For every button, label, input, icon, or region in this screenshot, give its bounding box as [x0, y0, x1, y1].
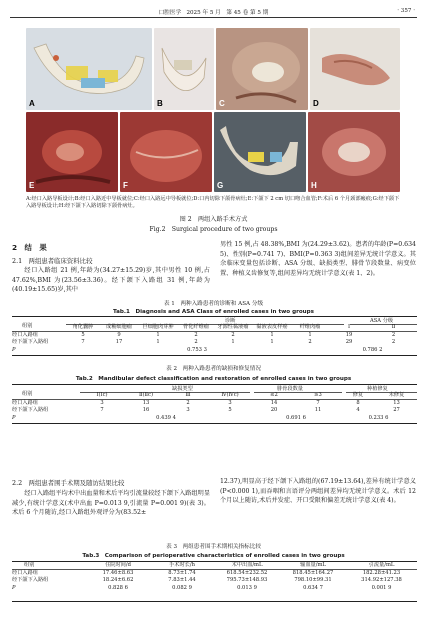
table1-col-header: Ⅰ	[347, 324, 351, 330]
table-cell: 0.634 7	[303, 584, 323, 591]
table3-header-row	[12, 562, 417, 570]
table-cell: 1	[156, 339, 160, 346]
table1-title-cn: 表 1 两种入路患者的诊断和 ASA 分级	[163, 301, 264, 307]
table-cell: 818.45±164.27	[292, 570, 334, 577]
table-cell: 3	[100, 400, 104, 407]
table-row	[12, 400, 417, 408]
running-header	[0, 8, 427, 16]
table1-col-header: 角化囊肿	[72, 324, 94, 330]
panel-label-e: E	[29, 181, 35, 190]
table-cell: 29	[345, 339, 353, 346]
issue-info: 2025 年 5 月 第 45 卷 第 5 期	[186, 10, 269, 16]
table-1	[12, 324, 417, 354]
table-row	[12, 585, 417, 592]
table-row	[12, 570, 417, 578]
table-row	[12, 415, 417, 422]
row-label: 经下颌下入路组	[12, 339, 49, 346]
table-cell: 0.233 6	[368, 414, 389, 421]
figure-title-cn: 图 2 两组入路手术方式	[179, 216, 248, 223]
figure-panel-h	[308, 112, 400, 192]
table-cell: 1	[270, 339, 274, 346]
table-cell: 7	[316, 400, 320, 407]
row-label: 经口入路组	[12, 400, 38, 407]
table-cell: 18.24±6.62	[102, 577, 134, 584]
table2-col-header: ≥3	[314, 392, 322, 398]
table2-implant-header: 种植修复	[367, 386, 388, 392]
figure-legend: A:经口入路导板设计;B:经口入路近中导板就位;C:经口入路远中导板就位;D:口内切除下颌骨病灶;E:下颌下 2 cm 切口吻合血管;F:术后 6 个月颈部瘢痕;G:经下颌下入路导板设计;H:经下颌下入路切除下颌骨病灶。	[26, 196, 400, 210]
table-cell: 0.082 9	[172, 584, 192, 591]
table-cell: 0.828 6	[108, 584, 128, 591]
figure-panel-g	[214, 112, 306, 192]
table1-bottom-rule	[12, 355, 417, 356]
table-cell: 20	[270, 407, 278, 414]
table2-col-header: 修复	[352, 392, 364, 398]
table2-col-header: Ⅲ	[185, 392, 191, 398]
table1-title-en: Tab.1 Diagnosis and ASA Class of enrolled cases in two groups	[113, 309, 314, 315]
figure-panel-f	[120, 112, 212, 192]
table1-col-header: 纤维肉瘤	[299, 324, 321, 330]
neck-scar-icon	[120, 112, 212, 192]
table2-fibula-header: 腓骨段数量	[277, 386, 303, 392]
row-label: 经下颌下入路组	[12, 577, 49, 584]
table2-bottom-rule	[12, 423, 417, 424]
submandibular-resection-icon	[308, 112, 400, 192]
table-cell: 0.691 6	[286, 414, 306, 421]
figure-panel-c	[216, 28, 308, 110]
journal-name: 口腔医学	[158, 10, 182, 16]
row-label: 经口入路组	[12, 570, 38, 577]
table3-col-header: 术中出血/mL	[231, 562, 263, 568]
table-cell: 11	[314, 407, 322, 414]
table-cell: 7	[81, 339, 85, 346]
table-cell: 2	[231, 332, 235, 339]
table1-col-header: 巨细胞肉芽肿	[142, 324, 174, 330]
table-cell: 795.73±148.93	[226, 577, 268, 584]
table-cell: 2	[391, 339, 396, 346]
mandible-guide-3d-icon	[26, 28, 152, 110]
table-cell: 3	[186, 407, 190, 414]
table-cell: 2	[194, 332, 198, 339]
row-label: P	[12, 414, 16, 421]
panel-label-g: G	[217, 181, 224, 190]
table3-col-header: 引流量/mL	[368, 562, 395, 568]
table-cell: 27	[393, 407, 400, 414]
table2-title-en: Tab.2 Mandibular defect classification and restoration of enrolled cases in two groups	[75, 376, 352, 382]
header-rule	[10, 17, 417, 18]
table-row	[12, 347, 417, 354]
table-cell: 618.54±232.52	[226, 570, 268, 577]
table-cell: 9	[117, 332, 121, 339]
table1-col-header: 黏液表皮样癌	[256, 324, 288, 330]
table3-col-header: 手术时长/h	[169, 562, 195, 568]
subsection-2-2: 2.2 两组患者围手术期及随访结果比较	[12, 479, 125, 487]
panel-label-d: D	[313, 99, 319, 108]
table-2	[12, 392, 417, 422]
table-cell: 19	[345, 332, 353, 339]
table1-diagnosis-header: 诊断	[225, 318, 236, 324]
table3-col-header: 输血量/mL	[300, 562, 326, 568]
panel-label-b: B	[157, 99, 163, 108]
table-cell: 13	[393, 400, 400, 407]
table2-column-header-row	[12, 392, 417, 400]
submandibular-guide-3d-icon	[214, 112, 306, 192]
table-cell: 1	[270, 332, 274, 339]
table1-col-header: 成釉细胞瘤	[106, 324, 132, 330]
table-cell: 3	[228, 400, 232, 407]
table3-col-header: 住院时间/d	[105, 562, 131, 568]
panel-label-f: F	[123, 181, 128, 190]
table-cell: 0.753 3	[187, 346, 207, 353]
row-label: 经口入路组	[12, 332, 38, 339]
section22-paragraph-right: 12.37),明显高于经下颌下入路组的(67.19±13.64),差异有统计学意义(P<0.000 1),而吞咽和言语评分两组间差异均无统计学意义。术后 12 个月以上随访,术后并发症、开口受限和偏差无统计学意义(表 4)。	[220, 478, 416, 505]
table1-top-rule	[12, 316, 417, 317]
table2-col-header: ≤2	[270, 392, 278, 398]
table2-col-header: 未修复	[388, 392, 405, 398]
table2-group-header: 组别	[22, 391, 33, 397]
table-cell: 0.786 2	[362, 346, 383, 353]
table3-title-en: Tab.3 Comparison of perioperative characteristics of enrolled cases in two groups	[82, 553, 345, 559]
table1-group-header: 组别	[22, 323, 33, 329]
table-cell: 7.83±1.44	[168, 577, 196, 584]
row-label: P	[12, 584, 16, 591]
table-row	[12, 332, 417, 340]
figure-title-en: Fig.2 Surgical procedure of two groups	[149, 226, 278, 233]
table1-asa-header: ASA 分级	[370, 318, 394, 324]
table-3	[12, 562, 417, 592]
results-paragraph-left: 经口入路组 21 例,年龄为(34.27±15.29)岁,其中男性 10 例,占 47.62%,BMI 为(23.56±3.36)。经下颌下入路组 31 例,年龄为(40.19±15.65)岁,其中	[12, 267, 210, 294]
row-label: P	[12, 346, 16, 353]
table2-top-rule	[12, 384, 417, 385]
figure-panel-b	[154, 28, 214, 110]
vessel-anastomosis-icon	[26, 112, 118, 192]
table-cell: 0.439 4	[156, 414, 176, 421]
table-row	[12, 339, 417, 346]
table1-col-header: Ⅱ	[391, 324, 396, 330]
page-number: · 357 ·	[397, 8, 415, 14]
subsection-2-1: 2.1 两组患者临床资料比较	[12, 257, 93, 265]
table2-title-cn: 表 2 两种入路患者的缺损和修复情况	[166, 366, 261, 372]
table1-col-header: 骨化纤维瘤	[183, 324, 209, 330]
figure-panel-e	[26, 112, 118, 192]
panel-label-h: H	[311, 181, 317, 190]
table2-col-header: Ⅱ(Ⅱc)	[138, 392, 153, 398]
table-cell: 8	[356, 400, 360, 407]
table-cell: 314.92±127.38	[361, 577, 402, 584]
guide-model-icon	[154, 28, 214, 110]
table-cell: 1	[308, 332, 312, 339]
panel-label-a: A	[29, 99, 35, 108]
table2-defect-header: 缺损类型	[172, 386, 193, 392]
intraoral-guide-photo-icon	[216, 28, 308, 110]
table2-col-header: Ⅳ(Ⅳc)	[221, 392, 239, 398]
table-cell: 0.001 9	[371, 584, 392, 591]
table-cell: 5	[228, 407, 232, 414]
section-heading-results: 2 结 果	[12, 243, 47, 252]
section22-paragraph-left: 经口入路组平均术中出血量和术后平均引流量较经下颌下入路组明显减少,有统计学意义(术中出血 P=0.013 9,引流量 P=0.001 9)(表 3)。术后 6 个月随访,经口入路组外观评分为(83.52±	[12, 490, 211, 517]
results-paragraph-right: 男性 15 例,占 48.38%,BMI 为(24.29±3.62)。患者的年龄(P=0.634 5)、性别(P=0.741 7)、BMI(P=0.363 3)组间差异无统计学意义。其余临床变量包括诊断、ASA 分级、缺损类型、腓骨节段数量、病变位置、种植义齿修复等,组间差异均无统计学意义(表 1、2)。	[220, 241, 416, 277]
table1-col-header: 牙源性黏液瘤	[217, 324, 249, 330]
table3-title-cn: 表 3 两组患者围手术期相关指标比较	[166, 544, 261, 550]
table-cell: 16	[142, 407, 150, 414]
table-cell: 8.73±1.74	[168, 570, 196, 577]
table-cell: 13	[142, 400, 150, 407]
table3-col-header: 组别	[24, 562, 35, 568]
table1-column-header-row	[12, 324, 417, 332]
table-cell: 4	[356, 407, 360, 414]
table-cell: 5	[81, 332, 85, 339]
table-cell: 2	[194, 339, 198, 346]
figure-panel-a	[26, 28, 152, 110]
table-cell: 14	[270, 400, 278, 407]
resected-lesion-icon	[310, 28, 400, 110]
table-cell: 798.10±99.31	[294, 577, 332, 584]
table-cell: 1	[156, 332, 160, 339]
table-cell: 2	[391, 332, 396, 339]
table-cell: 2	[308, 339, 312, 346]
table-cell: 7	[100, 407, 104, 414]
table-cell: 2	[186, 400, 190, 407]
table-cell: 17	[115, 339, 123, 346]
table-cell: 182.28±41.23	[362, 570, 401, 577]
table-row	[12, 407, 417, 414]
table3-bottom-rule	[12, 601, 417, 602]
figure-panel-d	[310, 28, 400, 110]
table2-col-header: Ⅰ(Ⅰc)	[96, 392, 108, 398]
panel-label-c: C	[219, 99, 225, 108]
table-row	[12, 577, 417, 584]
row-label: 经下颌下入路组	[12, 407, 49, 414]
table-cell: 17.46±8.63	[102, 570, 134, 577]
table-cell: 0.013 9	[237, 584, 257, 591]
table-cell: 1	[231, 339, 235, 346]
